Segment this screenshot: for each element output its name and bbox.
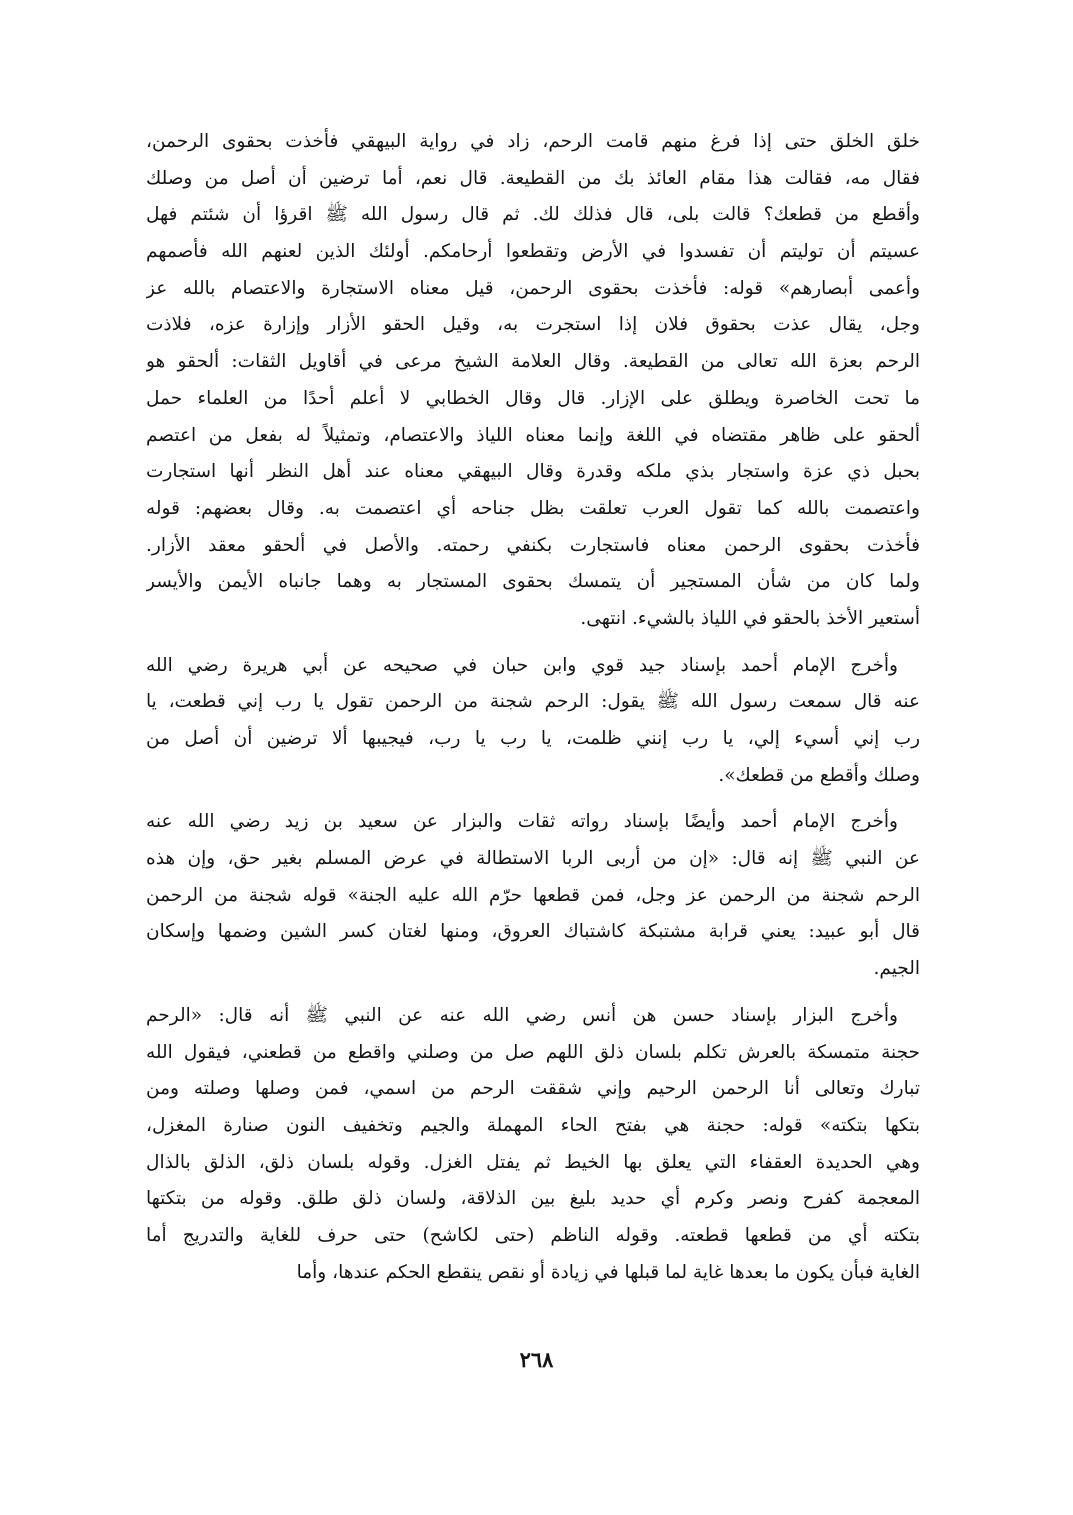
text-line: وأقطع من قطعك؟ قالت بلى، قال فذلك لك. ثم قال رسول الله ﷺ اقرؤا أن شئتم فهل: [146, 204, 920, 226]
text-line: ألحقو على ظاهر مقتضاه في اللغة وإنما معناه اللياذ والاعتصام، وتمثيلاً له بفعل من اعتصم: [146, 424, 920, 446]
text-line: وأخرج الإمام أحمد وأيضًا بإسناد رواته ثقات والبزار عن سعيد بن زيد رضي الله عنه: [146, 811, 898, 833]
text-line: أستعير الأخذ بالحقو في اللياذ بالشيء. انتهى.: [580, 607, 920, 629]
text-line: المعجمة كفرح ونصر وكرم أي حديد بليغ بين الذلاقة، ولسان ذلق طلق. وقوله من بتكتها: [146, 1188, 920, 1210]
text-line: حجنة متمسكة بالعرش تكلم بلسان ذلق اللهم صل من وصلني واقطع من قطعني، فيقول الله: [146, 1041, 920, 1063]
page-body-text: [146, 124, 920, 1301]
text-line: الغاية فبأن يكون ما بعدها غاية لما قبلها في زيادة أو نقص ينقطع الحكم عندها، وأما: [296, 1261, 920, 1283]
text-line: فأخذت بحقوى الرحمن معناه فاستجارت بكنفي رحمته. والأصل في ألحقو معقد الأزار.: [146, 534, 920, 556]
page-number: ٢٦٨: [519, 1347, 554, 1372]
text-line: رب إني أسيء إلي، يا رب إنني ظلمت، يا رب يا رب، فيجيبها ألا ترضين أن أصل من: [146, 728, 920, 749]
paragraph: [146, 804, 920, 987]
text-line: بتكته أي من قطعها قطعته. وقوله الناظم (حتى لكاشح) حتى حرف للغاية والتدريج أما: [146, 1224, 920, 1246]
text-line: الرحم بعزة الله تعالى من القطيعة. وقال العلامة الشيخ مرعى في أقاويل الثقات: ألحقو هو: [146, 351, 920, 373]
text-line: الرحم شجنة من الرحمن عز وجل، فمن قطعها حرّم الله عليه الجنة» قوله شجنة من الرحمن: [146, 884, 920, 906]
text-line: تبارك وتعالى أنا الرحمن الرحيم وإني شققت الرحم من اسمي، فمن وصلها وصلته ومن: [146, 1078, 920, 1100]
text-line: بتكها بتكته» قوله: حجنة هي بفتح الحاء المهملة والجيم وتخفيف النون صنارة المغزل،: [146, 1114, 920, 1136]
text-line: خلق الخلق حتى إذا فرغ منهم قامت الرحم، زاد في رواية البيهقي فأخذت بحقوى الرحمن،: [146, 131, 920, 152]
text-line: فقال مه، فقالت هذا مقام العائذ بك من القطيعة. قال نعم، أما ترضين أن أصل من وصلك: [146, 167, 920, 189]
paragraph: [146, 998, 920, 1292]
text-line: وأخرج البزار بإسناد حسن هن أنس رضي الله عنه عن النبي ﷺ أنه قال: «الرحم: [146, 1004, 898, 1026]
text-line: قال أبو عبيد: يعني قرابة مشتبكة كاشتباك العروق، ومنها لغتان كسر الشين وضمها وإسكان: [146, 921, 920, 943]
paragraph: [146, 648, 920, 795]
text-line: وأخرج الإمام أحمد بإسناد جيد قوي وابن حبان في صحيحه عن أبي هريرة رضي الله: [146, 654, 898, 676]
text-line: عسيتم أن توليتم أن تفسدوا في الأرض وتقطعوا أرحامكم. أولئك الذين لعنهم الله فأصمهم: [146, 241, 920, 263]
paragraph: [146, 124, 920, 638]
text-line: الجيم.: [873, 958, 920, 980]
text-line: بحبل ذي عزة واستجار بذي ملكه وقدرة وقال البيهقي معناه عند أهل النظر أنها استجارت: [146, 461, 920, 483]
text-line: عن النبي ﷺ إنه قال: «إن من أربى الربا الاستطالة في عرض المسلم بغير حق، وإن هذه: [146, 848, 920, 870]
text-line: عنه قال سمعت رسول الله ﷺ يقول: الرحم شجنة من الرحمن تقول يا رب إني قطعت، يا: [146, 691, 920, 713]
text-line: وجل، يقال عذت بحقوق فلان إذا استجرت به، وقيل الحقو الأزار وإزارة عزه، فلاذت: [146, 314, 920, 336]
text-line: وأعمى أبصارهم» قوله: فأخذت بحقوى الرحمن، قيل معناه الاستجارة والاعتصام بالله عز: [146, 277, 920, 299]
text-line: ولما كان من شأن المستجير أن يتمسك بحقوى المستجار به وهما جانباه الأيمن والأيسر: [146, 571, 920, 593]
text-line: واعتصمت بالله كما تقول العرب تعلقت بظل جناحه أي اعتصمت به. وقال بعضهم: قوله: [146, 497, 920, 519]
text-line: وصلك وأقطع من قطعك».: [718, 764, 920, 786]
text-line: وهي الحديدة العقفاء التي يعلق بها الخيط ثم يفتل الغزل. وقوله بلسان ذلق، الذلق بالذال: [146, 1151, 920, 1173]
text-line: ما تحت الخاصرة ويطلق على الإزار. قال وقال الخطابي لا أعلم أحدًا من العلماء حمل: [146, 387, 920, 409]
